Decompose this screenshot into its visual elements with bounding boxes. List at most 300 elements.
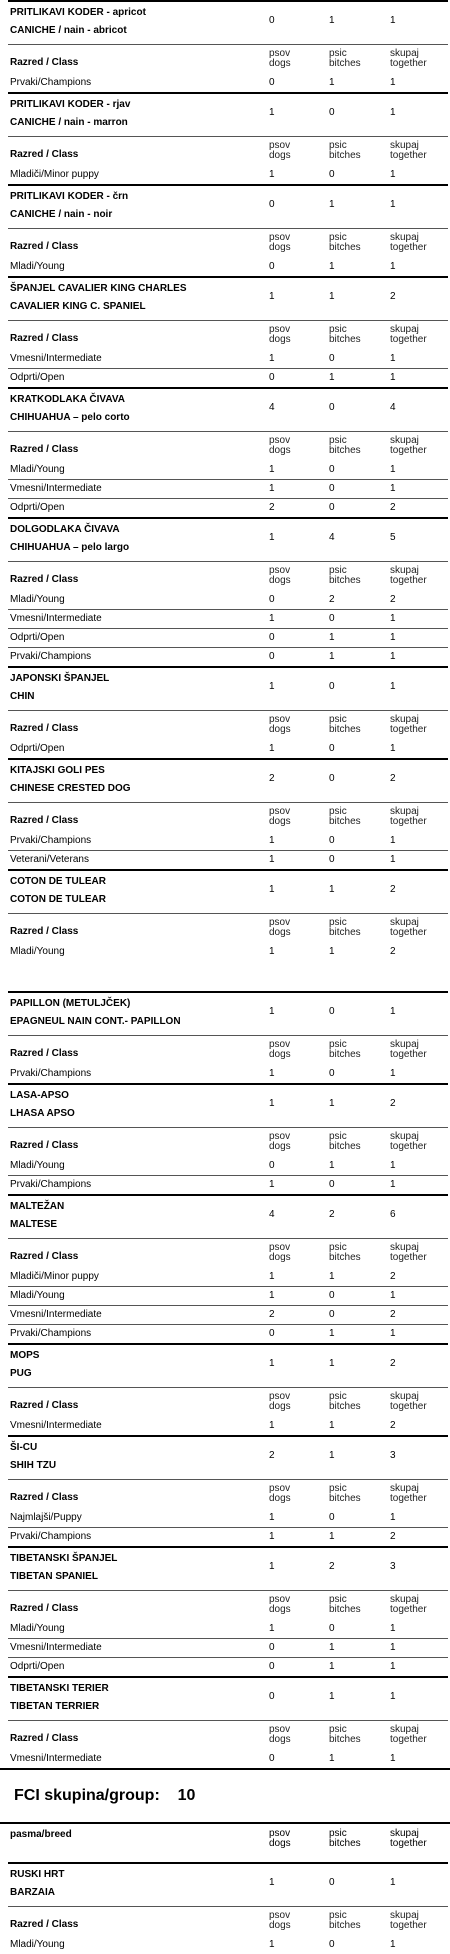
psov-dogs-header-line1: psov <box>269 48 291 59</box>
breed-dogs-total: 2 <box>269 773 275 784</box>
breed-name-international: MALTESE <box>10 1219 58 1230</box>
class-dogs: 0 <box>269 1642 275 1653</box>
breed-together-total: 5 <box>390 532 396 543</box>
class-dogs: 1 <box>269 483 275 494</box>
class-rows <box>8 258 448 276</box>
breed-section <box>8 1676 448 1768</box>
breed-together-total: 1 <box>390 1006 396 1017</box>
class-header <box>8 1238 448 1268</box>
breed-section <box>8 184 448 276</box>
class-together: 2 <box>390 594 396 605</box>
class-header <box>8 228 448 258</box>
breed-dogs-total: 0 <box>269 1691 275 1702</box>
class-rows <box>8 943 448 961</box>
psic-bitches-header-line2: bitches <box>329 1734 361 1745</box>
class-together: 2 <box>390 946 396 957</box>
breed-header <box>8 389 448 431</box>
class-header <box>8 1906 448 1936</box>
breed-bitches-total: 2 <box>329 1209 335 1220</box>
psov-dogs-header-line1: psov <box>269 917 291 928</box>
skupaj-together-header-line1: skupaj <box>390 435 419 446</box>
class-header <box>8 1035 448 1065</box>
breed-section <box>8 387 448 517</box>
class-name: Odprti/Open <box>10 632 65 643</box>
breed-section <box>8 869 448 961</box>
psov-dogs-header-line1: psov <box>269 1724 291 1735</box>
breed-name-local: PRITLIKAVI KODER - rjav <box>10 99 131 110</box>
class-row <box>8 629 448 648</box>
class-together: 1 <box>390 483 396 494</box>
class-together: 2 <box>390 1309 396 1320</box>
psic-bitches-header <box>329 1243 361 1263</box>
breed-together-total: 2 <box>390 773 396 784</box>
breed-bitches-total: 1 <box>329 15 335 26</box>
breed-header <box>8 1548 448 1590</box>
class-name: Prvaki/Champions <box>10 77 92 88</box>
skupaj-together-header-line1: skupaj <box>390 324 419 335</box>
class-dogs: 1 <box>269 1290 275 1301</box>
class-row <box>8 1306 448 1325</box>
class-rows <box>8 74 448 92</box>
psov-dogs-header-line2: dogs <box>269 1604 291 1615</box>
breed-name-local: KITAJSKI GOLI PES <box>10 765 105 776</box>
class-bitches: 0 <box>329 1068 335 1079</box>
class-together: 1 <box>390 1328 396 1339</box>
class-rows <box>8 1157 448 1194</box>
psic-bitches-header-line2: bitches <box>329 445 361 456</box>
class-dogs: 0 <box>269 1160 275 1171</box>
psov-dogs-header-line1: psov <box>269 1242 291 1253</box>
class-bitches: 1 <box>329 261 335 272</box>
class-bitches: 0 <box>329 464 335 475</box>
class-together: 1 <box>390 464 396 475</box>
breed-dogs-total: 1 <box>269 532 275 543</box>
psov-dogs-header <box>269 1484 291 1504</box>
breed-header <box>8 2 448 44</box>
breed-dogs-total: 1 <box>269 1877 275 1888</box>
class-header <box>8 44 448 74</box>
class-dogs: 0 <box>269 632 275 643</box>
class-together: 1 <box>390 1512 396 1523</box>
breed-name-international: BARZAIA <box>10 1887 55 1898</box>
class-bitches: 2 <box>329 594 335 605</box>
breed-together-total: 2 <box>390 884 396 895</box>
breed-name-local: RUSKI HRT <box>10 1869 65 1880</box>
breed-name-local: ŠPANJEL CAVALIER KING CHARLES <box>10 283 187 294</box>
fci-group-heading <box>0 1768 450 1822</box>
skupaj-together-header <box>390 436 427 456</box>
breed-name-international: EPAGNEUL NAIN CONT.- PAPILLON <box>10 1016 181 1027</box>
class-header <box>8 1387 448 1417</box>
class-bitches: 1 <box>329 632 335 643</box>
breed-together-total: 6 <box>390 1209 396 1220</box>
class-label: Razred / Class <box>10 333 79 344</box>
skupaj-together-header <box>390 1595 427 1615</box>
class-bitches: 0 <box>329 1512 335 1523</box>
psic-bitches-header <box>329 1132 361 1152</box>
breed-bitches-total: 1 <box>329 199 335 210</box>
breed-section <box>8 276 448 387</box>
class-dogs: 0 <box>269 1661 275 1672</box>
class-header <box>8 802 448 832</box>
class-name: Mladiči/Minor puppy <box>10 169 99 180</box>
psic-bitches-header-line1: psic <box>329 806 347 817</box>
breed-dogs-total: 0 <box>269 15 275 26</box>
class-label: Razred / Class <box>10 1492 79 1503</box>
class-dogs: 1 <box>269 613 275 624</box>
class-bitches: 1 <box>329 1753 335 1764</box>
breed-header <box>8 1864 448 1906</box>
class-row <box>8 166 448 184</box>
class-bitches: 1 <box>329 1661 335 1672</box>
class-name: Mladi/Young <box>10 1623 65 1634</box>
breed-section <box>8 1343 448 1435</box>
breed-together-total: 1 <box>390 1877 396 1888</box>
breed-bitches-total: 4 <box>329 532 335 543</box>
class-label: Razred / Class <box>10 1400 79 1411</box>
breed-name-local: MOPS <box>10 1350 40 1361</box>
skupaj-together-header: skupaj together <box>390 1828 427 1849</box>
skupaj-together-header-line2: together <box>390 1734 427 1745</box>
psic-bitches-header-line2: bitches <box>329 58 361 69</box>
skupaj-together-header-line1: skupaj <box>390 1910 419 1921</box>
class-row <box>8 1658 448 1676</box>
class-name: Prvaki/Champions <box>10 1531 92 1542</box>
psic-bitches-header <box>329 1595 361 1615</box>
breed-bitches-total: 2 <box>329 1561 335 1572</box>
skupaj-together-header-line1: skupaj <box>390 1039 419 1050</box>
class-dogs: 1 <box>269 1271 275 1282</box>
class-bitches: 0 <box>329 502 335 513</box>
breed-bitches-total: 1 <box>329 1098 335 1109</box>
class-dogs: 1 <box>269 464 275 475</box>
class-name: Vmesni/Intermediate <box>10 1309 102 1320</box>
skupaj-together-header <box>390 918 427 938</box>
skupaj-together-header-line2: together <box>390 334 427 345</box>
skupaj-together-header-line2: together <box>390 1493 427 1504</box>
breed-dogs-total: 1 <box>269 1006 275 1017</box>
class-dogs: 0 <box>269 1328 275 1339</box>
class-name: Mladi/Young <box>10 464 65 475</box>
class-label: Razred / Class <box>10 1251 79 1262</box>
class-name: Odprti/Open <box>10 372 65 383</box>
psic-bitches-header-line1: psic <box>329 435 347 446</box>
psov-dogs-header <box>269 1040 291 1060</box>
psov-dogs-header <box>269 49 291 69</box>
class-dogs: 2 <box>269 502 275 513</box>
skupaj-together-header-line2: together <box>390 1604 427 1615</box>
breed-name-local: DOLGODLAKA ČIVAVA <box>10 524 120 535</box>
breed-name-international: CANICHE / nain - noir <box>10 209 113 220</box>
psic-bitches-header-line1: psic <box>329 565 347 576</box>
skupaj-together-header-line1: skupaj <box>390 48 419 59</box>
class-together: 1 <box>390 651 396 662</box>
class-together: 1 <box>390 1160 396 1171</box>
breed-section <box>8 1083 448 1194</box>
skupaj-together-header-line2: together <box>390 58 427 69</box>
skupaj-together-header-line1: skupaj <box>390 1594 419 1605</box>
breed-name-international: TIBETAN TERRIER <box>10 1701 100 1712</box>
psic-bitches-header-line1: psic <box>329 324 347 335</box>
class-bitches: 0 <box>329 1290 335 1301</box>
psic-bitches-header-line1: psic <box>329 1910 347 1921</box>
class-row <box>8 1509 448 1528</box>
class-header <box>8 320 448 350</box>
breed-section <box>8 1546 448 1676</box>
psic-bitches-header-line2: bitches <box>329 927 361 938</box>
breed-bitches-total: 0 <box>329 773 335 784</box>
class-dogs: 0 <box>269 1753 275 1764</box>
breed-together-total: 2 <box>390 291 396 302</box>
psov-dogs-header <box>269 1243 291 1263</box>
psic-bitches-header <box>329 1911 361 1931</box>
class-together: 2 <box>390 1531 396 1542</box>
breed-dogs-total: 1 <box>269 1098 275 1109</box>
skupaj-together-header-line2: together <box>390 1141 427 1152</box>
class-rows <box>8 1268 448 1343</box>
class-name: Odprti/Open <box>10 1661 65 1672</box>
class-header <box>8 431 448 461</box>
breed-name-international: CHIN <box>10 691 35 702</box>
breed-header <box>8 519 448 561</box>
skupaj-together-header <box>390 1132 427 1152</box>
breed-name-local: COTON DE TULEAR <box>10 876 106 887</box>
breed-header <box>8 1678 448 1720</box>
skupaj-together-header <box>390 325 427 345</box>
class-row <box>8 591 448 610</box>
breed-name-international: PUG <box>10 1368 32 1379</box>
breed-bitches-total: 1 <box>329 291 335 302</box>
psov-dogs-header <box>269 918 291 938</box>
class-dogs: 1 <box>269 835 275 846</box>
skupaj-together-header-line1: skupaj <box>390 1724 419 1735</box>
psic-bitches-header-line2: bitches <box>329 150 361 161</box>
psov-dogs-header-line1: psov <box>269 714 291 725</box>
class-row <box>8 851 448 869</box>
class-header <box>8 1590 448 1620</box>
skupaj-together-header <box>390 49 427 69</box>
class-dogs: 1 <box>269 946 275 957</box>
class-together: 1 <box>390 632 396 643</box>
class-rows <box>8 166 448 184</box>
psov-dogs-header <box>269 325 291 345</box>
psov-dogs-header-line1: psov <box>269 1483 291 1494</box>
breed-bitches-total: 0 <box>329 107 335 118</box>
breed-name-local: TIBETANSKI TERIER <box>10 1683 109 1694</box>
breed-section <box>8 0 448 92</box>
class-row <box>8 1639 448 1658</box>
psic-bitches-header-line2: bitches <box>329 1141 361 1152</box>
class-rows <box>8 1750 448 1768</box>
group-title <box>14 1787 195 1805</box>
psov-dogs-header <box>269 1595 291 1615</box>
psov-dogs-header-line2: dogs <box>269 334 291 345</box>
skupaj-together-header <box>390 233 427 253</box>
class-label: Razred / Class <box>10 149 79 160</box>
breed-name-international: CANICHE / nain - abricot <box>10 25 127 36</box>
class-dogs: 0 <box>269 372 275 383</box>
psic-bitches-header <box>329 141 361 161</box>
psic-bitches-header-line2: bitches <box>329 1604 361 1615</box>
skupaj-together-header-line2: together <box>390 1252 427 1263</box>
class-together: 1 <box>390 1290 396 1301</box>
breed-header <box>8 186 448 228</box>
class-name: Mladiči/Minor puppy <box>10 1271 99 1282</box>
class-header <box>8 1479 448 1509</box>
breed-bitches-total: 0 <box>329 681 335 692</box>
breed-bitches-total: 0 <box>329 1006 335 1017</box>
skupaj-together-header-line1: skupaj <box>390 1242 419 1253</box>
breed-name-international: COTON DE TULEAR <box>10 894 106 905</box>
class-label: Razred / Class <box>10 241 79 252</box>
class-row <box>8 499 448 517</box>
skupaj-together-header <box>390 141 427 161</box>
class-bitches: 1 <box>329 1642 335 1653</box>
psov-dogs-header <box>269 141 291 161</box>
breed-dogs-total: 1 <box>269 107 275 118</box>
class-row <box>8 740 448 758</box>
class-together: 1 <box>390 1068 396 1079</box>
class-row <box>8 480 448 499</box>
class-name: Prvaki/Champions <box>10 1068 92 1079</box>
class-row <box>8 1325 448 1343</box>
psov-dogs-header-line1: psov <box>269 1594 291 1605</box>
class-name: Odprti/Open <box>10 743 65 754</box>
skupaj-together-header <box>390 807 427 827</box>
class-bitches: 0 <box>329 483 335 494</box>
breed-header <box>8 993 448 1035</box>
skupaj-together-header-line2: together <box>390 242 427 253</box>
class-header <box>8 1720 448 1750</box>
class-label: Razred / Class <box>10 723 79 734</box>
psov-dogs-header <box>269 807 291 827</box>
psic-bitches-header-line1: psic <box>329 1391 347 1402</box>
class-label: Razred / Class <box>10 57 79 68</box>
class-dogs: 1 <box>269 1420 275 1431</box>
psov-dogs-header-line2: dogs <box>269 1493 291 1504</box>
group-label: FCI skupina/group: <box>14 1787 160 1804</box>
breed-dogs-total: 1 <box>269 884 275 895</box>
psic-bitches-header: psic bitches <box>329 1828 361 1849</box>
class-label: Razred / Class <box>10 574 79 585</box>
class-name: Prvaki/Champions <box>10 1328 92 1339</box>
psov-dogs-header-line1: psov <box>269 1391 291 1402</box>
skupaj-together-header-line2: together <box>390 150 427 161</box>
class-bitches: 0 <box>329 1179 335 1190</box>
breed-name-international: CHINESE CRESTED DOG <box>10 783 131 794</box>
class-together: 1 <box>390 835 396 846</box>
class-row <box>8 1268 448 1287</box>
class-name: Mladi/Young <box>10 1290 65 1301</box>
psov-dogs-header-line1: psov <box>269 140 291 151</box>
psic-bitches-header-line1: psic <box>329 1131 347 1142</box>
breed-together-total: 3 <box>390 1450 396 1461</box>
breed-bitches-total: 1 <box>329 1450 335 1461</box>
class-dogs: 0 <box>269 651 275 662</box>
skupaj-together-header-line2: together <box>390 445 427 456</box>
skupaj-together-header <box>390 1243 427 1263</box>
class-rows <box>8 591 448 666</box>
class-name: Mladi/Young <box>10 1939 65 1950</box>
class-name: Vmesni/Intermediate <box>10 1753 102 1764</box>
psic-bitches-header-line2: bitches <box>329 1049 361 1060</box>
class-label: Razred / Class <box>10 444 79 455</box>
skupaj-together-header <box>390 1040 427 1060</box>
skupaj-together-header-line1: skupaj <box>390 1483 419 1494</box>
group10-breed-list <box>0 1862 450 1954</box>
psic-bitches-header-line1: psic <box>329 1242 347 1253</box>
psov-dogs-header-line1: psov <box>269 806 291 817</box>
class-together: 1 <box>390 1939 396 1950</box>
class-row <box>8 1176 448 1194</box>
skupaj-together-header <box>390 715 427 735</box>
class-row <box>8 1620 448 1639</box>
breed-bitches-total: 1 <box>329 1358 335 1369</box>
class-row <box>8 648 448 666</box>
skupaj-together-header-line1: skupaj <box>390 140 419 151</box>
breed-dogs-total: 1 <box>269 1358 275 1369</box>
psov-dogs-header-line2: dogs <box>269 927 291 938</box>
class-together: 1 <box>390 77 396 88</box>
psic-bitches-header-line1: psic <box>329 1483 347 1494</box>
psov-dogs-header-line1: psov <box>269 232 291 243</box>
class-row <box>8 1750 448 1768</box>
psov-dogs-header-line2: dogs <box>269 1252 291 1263</box>
class-label: Razred / Class <box>10 1140 79 1151</box>
class-name: Najmlajši/Puppy <box>10 1512 82 1523</box>
psic-bitches-header-line2: bitches <box>329 1920 361 1931</box>
class-row <box>8 832 448 851</box>
psov-dogs-header-line1: psov <box>269 1039 291 1050</box>
breed-name-local: JAPONSKI ŠPANJEL <box>10 673 110 684</box>
class-label: Razred / Class <box>10 1603 79 1614</box>
psic-bitches-header <box>329 1392 361 1412</box>
psov-dogs-header-line2: dogs <box>269 150 291 161</box>
class-rows <box>8 1936 448 1954</box>
class-bitches: 0 <box>329 353 335 364</box>
breed-dogs-total: 4 <box>269 1209 275 1220</box>
psic-bitches-header-line1: psic <box>329 48 347 59</box>
class-rows <box>8 740 448 758</box>
breed-name-international: CANICHE / nain - marron <box>10 117 128 128</box>
psic-bitches-header-line2: bitches <box>329 1401 361 1412</box>
breed-name-international: CAVALIER KING C. SPANIEL <box>10 301 146 312</box>
class-bitches: 0 <box>329 854 335 865</box>
psov-dogs-header <box>269 1392 291 1412</box>
breed-section <box>8 92 448 184</box>
class-name: Vmesni/Intermediate <box>10 353 102 364</box>
breed-section <box>8 666 448 758</box>
psov-dogs-header <box>269 715 291 735</box>
class-name: Vmesni/Intermediate <box>10 613 102 624</box>
pasma-header <box>0 1822 450 1862</box>
class-together: 2 <box>390 502 396 513</box>
psic-bitches-header <box>329 1725 361 1745</box>
psic-bitches-header-line2: bitches <box>329 242 361 253</box>
class-dogs: 1 <box>269 169 275 180</box>
breed-together-total: 1 <box>390 199 396 210</box>
skupaj-together-header-line1: skupaj <box>390 1131 419 1142</box>
psov-dogs-header-line1: psov <box>269 324 291 335</box>
psov-dogs-header-line2: dogs <box>269 242 291 253</box>
breed-dogs-total: 1 <box>269 1561 275 1572</box>
breed-name-local: KRATKODLAKA ČIVAVA <box>10 394 125 405</box>
class-rows <box>8 832 448 869</box>
psic-bitches-header <box>329 918 361 938</box>
class-label: Razred / Class <box>10 1048 79 1059</box>
class-rows <box>8 1065 448 1083</box>
psov-dogs-header-line1: psov <box>269 435 291 446</box>
